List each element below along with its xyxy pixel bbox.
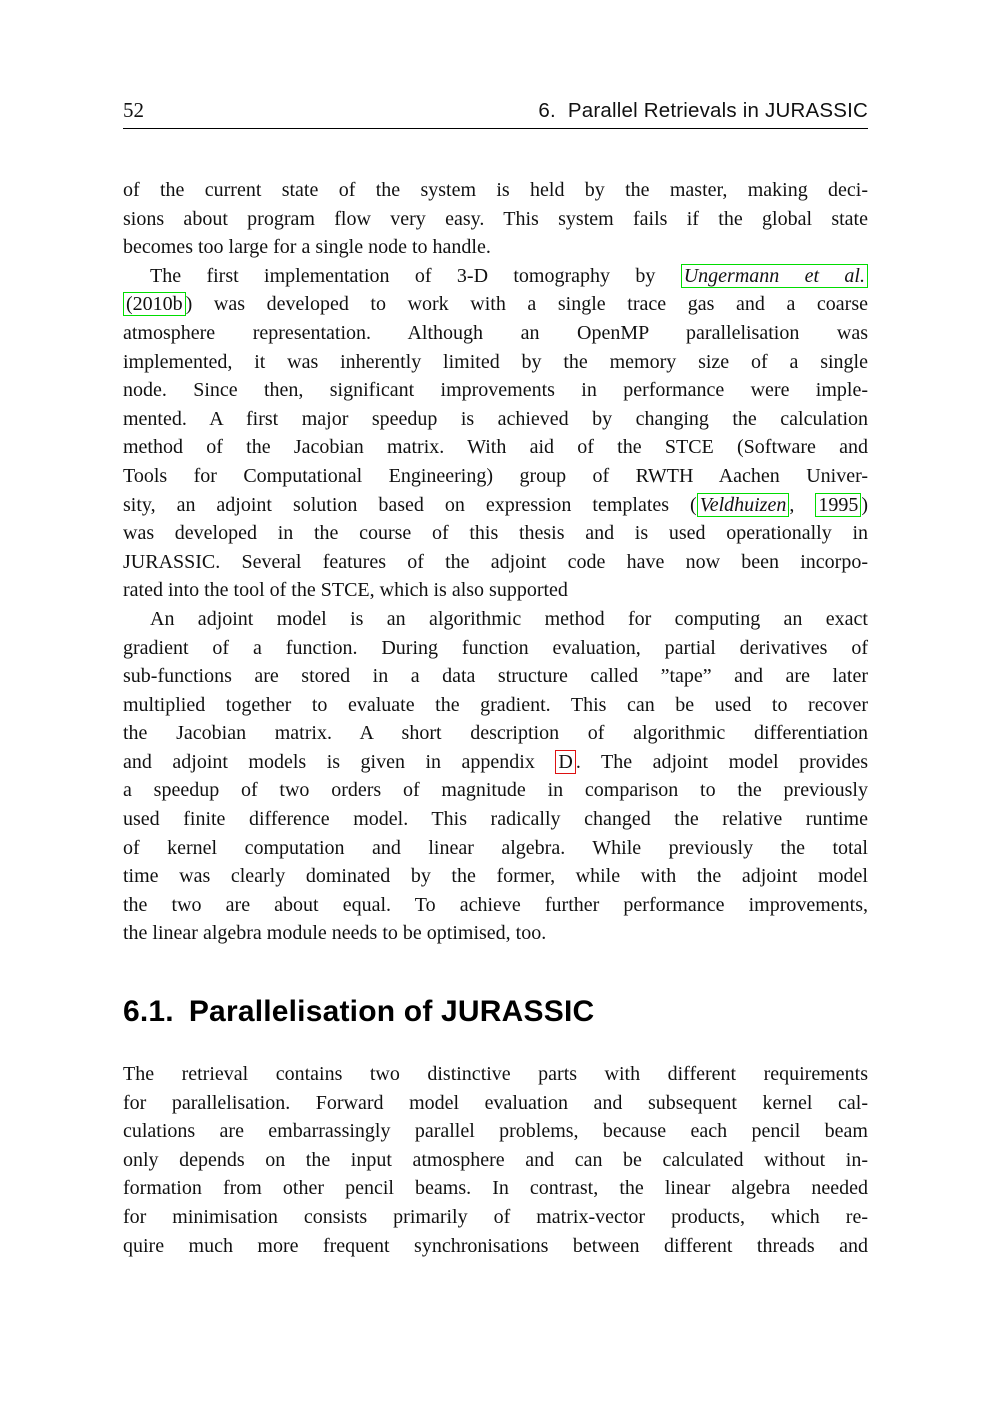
header-rule (123, 128, 868, 129)
citation-link[interactable]: Veldhuizen (697, 493, 790, 517)
text-line: Tools for Computational Engineering) group of RWTH Aachen Univer- (123, 464, 868, 487)
text-line: method of the Jacobian matrix. With aid of the STCE (Software and (123, 436, 868, 459)
citation-link[interactable]: Ungermann et al. (681, 264, 868, 288)
text-line: culations are embarrassingly parallel problems, because each pencil beam (123, 1120, 868, 1143)
text-line: time was clearly dominated by the former, while with the adjoint model (123, 865, 868, 888)
section-number: 6.1. (123, 995, 174, 1029)
text-line: used finite difference model. This radically changed the relative runtime (123, 808, 868, 831)
text-line: gradient of a function. During function evaluation, partial derivatives of (123, 636, 868, 659)
citation-link[interactable]: 1995 (815, 493, 861, 517)
text-line: becomes too large for a single node to handle. (123, 236, 491, 259)
text-line: formation from other pencil beams. In contrast, the linear algebra needed (123, 1177, 868, 1200)
text-line: implemented, it was inherently limited by the memory size of a single (123, 350, 868, 373)
citation-link[interactable]: (2010b (123, 292, 186, 316)
text-line: a speedup of two orders of magnitude in comparison to the previously (123, 779, 868, 802)
text-line: the linear algebra module needs to be optimised, too. (123, 922, 547, 945)
text-line: JURASSIC. Several features of the adjoint code have now been incorpo- (123, 550, 868, 573)
text-line: the Jacobian matrix. A short description of algorithmic differentiation (123, 722, 868, 745)
text-line: only depends on the input atmosphere and can be calculated without in- (123, 1148, 868, 1171)
text-line: of the current state of the system is held by the master, making deci- (123, 179, 868, 201)
text-line: multiplied together to evaluate the gradient. This can be used to recover (123, 693, 868, 716)
page-number: 52 (123, 98, 144, 122)
text-line: (2010b ) was developed to work with a single trace gas and a coarse (123, 290, 868, 319)
chapter-number: 6. (538, 99, 556, 122)
text-line: for parallelisation. Forward model evaluation and subsequent kernel cal- (123, 1091, 868, 1114)
page-body (123, 176, 868, 1260)
text-line: for minimisation consists primarily of matrix-vector products, which re- (123, 1206, 868, 1228)
section-heading (123, 994, 868, 1030)
appendix-link[interactable]: D (555, 750, 575, 774)
page-header (123, 98, 868, 123)
text-line: sity, an adjoint solution based on expression templates ( Veldhuizen , 1995 ) (123, 493, 868, 516)
paragraph (123, 1060, 868, 1260)
text-line: sions about program flow very easy. This system fails if the global state (123, 207, 868, 230)
text-line: node. Since then, significant improvements in performance were imple- (123, 379, 868, 402)
text-line: the two are about equal. To achieve further performance improvements, (123, 893, 868, 916)
section-title: Parallelisation of JURASSIC (188, 995, 595, 1029)
paragraph (123, 605, 868, 948)
paragraph (123, 176, 868, 262)
text-line: quire much more frequent synchronisations between different threads and (123, 1234, 868, 1257)
chapter-title: Parallel Retrievals in JURASSIC (567, 99, 868, 122)
text-line: The retrieval contains two distinctive parts with different requirements (123, 1063, 868, 1086)
text-line: The first implementation of 3-D tomography by Ungermann et al. (123, 262, 868, 291)
text-line: and adjoint models is given in appendix D . The adjoint model provides (123, 750, 868, 773)
text-line: atmosphere representation. Although an OpenMP parallelisation was (123, 321, 868, 344)
text-line: was developed in the course of this thesis and is used operationally in (123, 522, 868, 545)
text-line: An adjoint model is an algorithmic method for computing an exact (150, 607, 868, 630)
text-line: mented. A first major speedup is achieved by changing the calculation (123, 407, 868, 430)
text-line: rated into the tool of the STCE, which is also supported (123, 579, 568, 602)
text-line: sub-functions are stored in a data structure called ”tape” and are later (123, 665, 868, 688)
paragraph (123, 262, 868, 605)
text-line: of kernel computation and linear algebra. While previously the total (123, 836, 868, 859)
running-title (538, 99, 868, 123)
